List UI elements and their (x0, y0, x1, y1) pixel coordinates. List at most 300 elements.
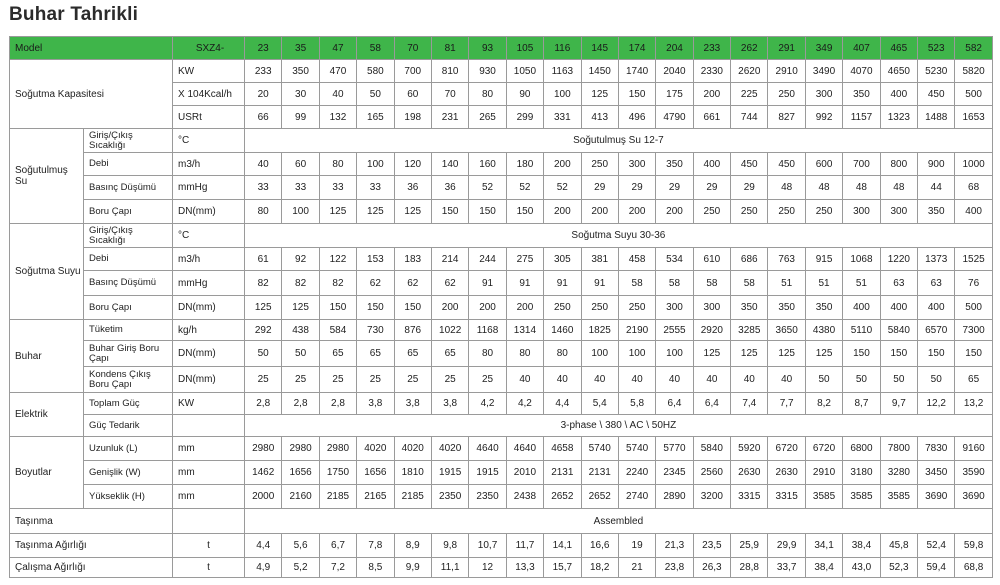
table-row (10, 200, 993, 224)
value-cell: 400 (880, 296, 917, 320)
value-cell: 1656 (357, 461, 394, 485)
value-cell: 400 (880, 83, 917, 106)
value-cell: 4020 (431, 437, 468, 461)
value-cell: 900 (918, 153, 955, 176)
value-cell: 125 (805, 341, 842, 367)
model-cell: 58 (357, 37, 394, 60)
value-cell: 4020 (394, 437, 431, 461)
value-cell: 12 (469, 558, 506, 578)
value-cell: 82 (319, 271, 356, 296)
value-cell: 4,4 (245, 534, 282, 558)
value-cell: 1050 (506, 60, 543, 83)
value-cell: 350 (731, 296, 768, 320)
value-cell: 10,7 (469, 534, 506, 558)
value-cell: 1525 (955, 248, 992, 271)
value-cell: 250 (693, 200, 730, 224)
model-cell: 291 (768, 37, 805, 60)
value-cell: 122 (319, 248, 356, 271)
section-label: Taşınma (10, 509, 173, 534)
value-cell: 19 (618, 534, 655, 558)
value-cell: 1168 (469, 320, 506, 341)
value-cell: 70 (431, 83, 468, 106)
row-label: Uzunluk (L) (84, 437, 173, 461)
value-cell: 2160 (282, 485, 319, 509)
value-cell: 29 (693, 176, 730, 200)
value-cell: 44 (918, 176, 955, 200)
model-cell: 35 (282, 37, 319, 60)
model-cell: 523 (918, 37, 955, 60)
value-cell: 730 (357, 320, 394, 341)
value-cell: 331 (544, 106, 581, 129)
value-cell: 150 (469, 200, 506, 224)
value-cell: 40 (581, 367, 618, 393)
value-cell: 198 (394, 106, 431, 129)
value-cell: 300 (618, 153, 655, 176)
value-cell: 30 (282, 83, 319, 106)
unit-cell: °C (173, 224, 245, 248)
unit-cell: mm (173, 485, 245, 509)
value-cell: 1323 (880, 106, 917, 129)
value-cell: 1022 (431, 320, 468, 341)
value-cell: 305 (544, 248, 581, 271)
value-cell: 52,3 (880, 558, 917, 578)
section-label: Buhar (10, 320, 84, 393)
value-cell: 200 (431, 296, 468, 320)
value-cell: 100 (618, 341, 655, 367)
value-cell: 1915 (431, 461, 468, 485)
value-cell: 100 (282, 200, 319, 224)
value-cell: 3315 (768, 485, 805, 509)
value-cell: 50 (880, 367, 917, 393)
model-cell: 582 (955, 37, 992, 60)
model-cell: 233 (693, 37, 730, 60)
value-cell: 5230 (918, 60, 955, 83)
value-cell: 43,0 (843, 558, 880, 578)
value-cell: 120 (394, 153, 431, 176)
unit-cell: KW (173, 393, 245, 415)
value-cell: 82 (245, 271, 282, 296)
value-cell: 40 (319, 83, 356, 106)
value-cell: 100 (544, 83, 581, 106)
value-cell: 1373 (918, 248, 955, 271)
value-cell: 160 (469, 153, 506, 176)
model-cell: 407 (843, 37, 880, 60)
value-cell: 29 (656, 176, 693, 200)
value-cell: 25 (282, 367, 319, 393)
value-cell: 52 (544, 176, 581, 200)
span-value: Soğutma Suyu 30-36 (245, 224, 993, 248)
value-cell: 15,7 (544, 558, 581, 578)
spec-table (9, 36, 993, 578)
value-cell: 8,7 (843, 393, 880, 415)
value-cell: 62 (357, 271, 394, 296)
value-cell: 350 (805, 296, 842, 320)
value-cell: 2980 (245, 437, 282, 461)
value-cell: 58 (731, 271, 768, 296)
value-cell: 40 (506, 367, 543, 393)
value-cell: 275 (506, 248, 543, 271)
value-cell: 25 (469, 367, 506, 393)
section-label: Boyutlar (10, 437, 84, 509)
value-cell: 1488 (918, 106, 955, 129)
value-cell: 2040 (656, 60, 693, 83)
value-cell: 5840 (693, 437, 730, 461)
value-cell: 51 (843, 271, 880, 296)
value-cell: 4,2 (506, 393, 543, 415)
row-label: Yükseklik (H) (84, 485, 173, 509)
table-row (10, 153, 993, 176)
value-cell: 584 (319, 320, 356, 341)
value-cell: 153 (357, 248, 394, 271)
value-cell: 11,7 (506, 534, 543, 558)
value-cell: 25,9 (731, 534, 768, 558)
value-cell: 250 (731, 200, 768, 224)
value-cell: 45,8 (880, 534, 917, 558)
value-cell: 7800 (880, 437, 917, 461)
value-cell: 150 (394, 296, 431, 320)
row-label: Buhar Giriş Boru Çapı (84, 341, 173, 367)
value-cell: 3,8 (357, 393, 394, 415)
page-title: Buhar Tahrikli (9, 4, 139, 25)
value-cell: 350 (282, 60, 319, 83)
value-cell: 51 (768, 271, 805, 296)
value-cell: 91 (469, 271, 506, 296)
value-cell: 2652 (581, 485, 618, 509)
value-cell: 300 (693, 296, 730, 320)
value-cell: 200 (544, 200, 581, 224)
value-cell: 52 (469, 176, 506, 200)
value-cell: 2350 (431, 485, 468, 509)
value-cell: 3585 (843, 485, 880, 509)
value-cell: 250 (768, 200, 805, 224)
value-cell: 50 (357, 83, 394, 106)
value-cell: 214 (431, 248, 468, 271)
value-cell: 3280 (880, 461, 917, 485)
value-cell: 200 (544, 153, 581, 176)
section-label: Taşınma Ağırlığı (10, 534, 173, 558)
value-cell: 400 (843, 296, 880, 320)
unit-cell: m3/h (173, 248, 245, 271)
value-cell: 16,6 (581, 534, 618, 558)
value-cell: 61 (245, 248, 282, 271)
value-cell: 33 (245, 176, 282, 200)
value-cell: 2350 (469, 485, 506, 509)
row-label: Toplam Güç (84, 393, 173, 415)
value-cell: 1750 (319, 461, 356, 485)
value-cell: 60 (394, 83, 431, 106)
value-cell: 1915 (469, 461, 506, 485)
row-label: Tüketim (84, 320, 173, 341)
value-cell: 3650 (768, 320, 805, 341)
value-cell: 65 (431, 341, 468, 367)
table-row (10, 296, 993, 320)
value-cell: 200 (656, 200, 693, 224)
value-cell: 876 (394, 320, 431, 341)
model-cell: 105 (506, 37, 543, 60)
value-cell: 25 (431, 367, 468, 393)
value-cell: 225 (731, 83, 768, 106)
value-cell: 3285 (731, 320, 768, 341)
value-cell: 3585 (880, 485, 917, 509)
value-cell: 68 (955, 176, 992, 200)
value-cell: 6,4 (656, 393, 693, 415)
value-cell: 7,7 (768, 393, 805, 415)
model-cell: 70 (394, 37, 431, 60)
unit-cell: DN(mm) (173, 200, 245, 224)
value-cell: 23,8 (656, 558, 693, 578)
value-cell: 38,4 (805, 558, 842, 578)
value-cell: 50 (805, 367, 842, 393)
value-cell: 233 (245, 60, 282, 83)
value-cell: 58 (618, 271, 655, 296)
row-label: Boru Çapı (84, 296, 173, 320)
row-label: Basınç Düşümü (84, 271, 173, 296)
value-cell: 40 (768, 367, 805, 393)
value-cell: 7830 (918, 437, 955, 461)
value-cell: 40 (656, 367, 693, 393)
section-label: Elektrik (10, 393, 84, 437)
value-cell: 299 (506, 106, 543, 129)
table-row (10, 509, 993, 534)
value-cell: 3,8 (394, 393, 431, 415)
value-cell: 58 (693, 271, 730, 296)
value-cell: 12,2 (918, 393, 955, 415)
value-cell: 33 (357, 176, 394, 200)
value-cell: 6720 (805, 437, 842, 461)
value-cell: 500 (955, 296, 992, 320)
value-cell: 65 (357, 341, 394, 367)
value-cell: 100 (581, 341, 618, 367)
value-cell: 91 (544, 271, 581, 296)
value-cell: 125 (693, 341, 730, 367)
value-cell: 2620 (731, 60, 768, 83)
value-cell: 150 (506, 200, 543, 224)
value-cell: 25 (319, 367, 356, 393)
value-cell: 300 (880, 200, 917, 224)
value-cell: 300 (656, 296, 693, 320)
value-cell: 2185 (319, 485, 356, 509)
value-cell: 25 (245, 367, 282, 393)
value-cell: 350 (843, 83, 880, 106)
value-cell: 125 (282, 296, 319, 320)
value-cell: 68,8 (955, 558, 992, 578)
model-cell: 349 (805, 37, 842, 60)
table-row (10, 534, 993, 558)
value-cell: 52 (506, 176, 543, 200)
unit-cell: mmHg (173, 271, 245, 296)
row-label: Boru Çapı (84, 200, 173, 224)
value-cell: 1653 (955, 106, 992, 129)
value-cell: 915 (805, 248, 842, 271)
value-cell: 63 (880, 271, 917, 296)
value-cell: 132 (319, 106, 356, 129)
value-cell: 29 (618, 176, 655, 200)
value-cell: 6570 (918, 320, 955, 341)
value-cell: 2131 (581, 461, 618, 485)
value-cell: 40 (245, 153, 282, 176)
value-cell: 200 (469, 296, 506, 320)
table-row (10, 320, 993, 341)
row-label: Genişlik (W) (84, 461, 173, 485)
value-cell: 2240 (618, 461, 655, 485)
value-cell: 250 (805, 200, 842, 224)
value-cell: 1656 (282, 461, 319, 485)
value-cell: 48 (805, 176, 842, 200)
model-cell: 174 (618, 37, 655, 60)
value-cell: 744 (731, 106, 768, 129)
value-cell: 80 (469, 83, 506, 106)
value-cell: 62 (431, 271, 468, 296)
value-cell: 1825 (581, 320, 618, 341)
value-cell: 2910 (768, 60, 805, 83)
table-row (10, 271, 993, 296)
model-cell: 262 (731, 37, 768, 60)
value-cell: 496 (618, 106, 655, 129)
value-cell: 50 (282, 341, 319, 367)
value-cell: 1450 (581, 60, 618, 83)
value-cell: 2890 (656, 485, 693, 509)
value-cell: 21 (618, 558, 655, 578)
value-cell: 100 (656, 341, 693, 367)
value-cell: 2652 (544, 485, 581, 509)
value-cell: 29,9 (768, 534, 805, 558)
value-cell: 9,9 (394, 558, 431, 578)
value-cell: 165 (357, 106, 394, 129)
value-cell: 59,8 (955, 534, 992, 558)
unit-cell: kg/h (173, 320, 245, 341)
value-cell: 9,8 (431, 534, 468, 558)
value-cell: 3690 (918, 485, 955, 509)
value-cell: 381 (581, 248, 618, 271)
value-cell: 1000 (955, 153, 992, 176)
value-cell: 5110 (843, 320, 880, 341)
value-cell: 350 (918, 200, 955, 224)
value-cell: 2131 (544, 461, 581, 485)
value-cell: 534 (656, 248, 693, 271)
value-cell: 2980 (282, 437, 319, 461)
value-cell: 36 (394, 176, 431, 200)
span-value: Assembled (245, 509, 993, 534)
model-cell: 81 (431, 37, 468, 60)
value-cell: 80 (319, 153, 356, 176)
value-cell: 5,2 (282, 558, 319, 578)
table-row (10, 485, 993, 509)
value-cell: 1460 (544, 320, 581, 341)
value-cell: 2010 (506, 461, 543, 485)
unit-cell: mm (173, 461, 245, 485)
value-cell: 2,8 (282, 393, 319, 415)
value-cell: 3180 (843, 461, 880, 485)
span-value: 3-phase \ 380 \ AC \ 50HZ (245, 415, 993, 437)
value-cell: 50 (843, 367, 880, 393)
value-cell: 125 (768, 341, 805, 367)
value-cell: 125 (357, 200, 394, 224)
table-row (10, 415, 993, 437)
value-cell: 150 (955, 341, 992, 367)
value-cell: 33,7 (768, 558, 805, 578)
value-cell: 13,2 (955, 393, 992, 415)
value-cell: 100 (357, 153, 394, 176)
value-cell: 4380 (805, 320, 842, 341)
value-cell: 11,1 (431, 558, 468, 578)
value-cell: 38,4 (843, 534, 880, 558)
value-cell: 59,4 (918, 558, 955, 578)
value-cell: 140 (431, 153, 468, 176)
value-cell: 91 (506, 271, 543, 296)
model-label: Model (10, 37, 173, 60)
value-cell: 5740 (581, 437, 618, 461)
value-cell: 661 (693, 106, 730, 129)
value-cell: 244 (469, 248, 506, 271)
value-cell: 400 (918, 296, 955, 320)
value-cell: 13,3 (506, 558, 543, 578)
value-cell: 1810 (394, 461, 431, 485)
value-cell: 450 (918, 83, 955, 106)
value-cell: 65 (955, 367, 992, 393)
value-cell: 2980 (319, 437, 356, 461)
model-cell: 23 (245, 37, 282, 60)
value-cell: 450 (768, 153, 805, 176)
value-cell: 800 (880, 153, 917, 176)
model-cell: 204 (656, 37, 693, 60)
table-row (10, 176, 993, 200)
value-cell: 21,3 (656, 534, 693, 558)
value-cell: 18,2 (581, 558, 618, 578)
value-cell: 2,8 (245, 393, 282, 415)
value-cell: 48 (880, 176, 917, 200)
value-cell: 930 (469, 60, 506, 83)
table-row (10, 558, 993, 578)
value-cell: 60 (282, 153, 319, 176)
value-cell: 8,2 (805, 393, 842, 415)
section-label: Soğutulmuş Su (10, 129, 84, 224)
unit-cell: t (173, 558, 245, 578)
table-row (10, 393, 993, 415)
value-cell: 29 (581, 176, 618, 200)
value-cell: 5820 (955, 60, 992, 83)
value-cell: 2185 (394, 485, 431, 509)
unit-cell: m3/h (173, 153, 245, 176)
value-cell: 400 (955, 200, 992, 224)
value-cell: 292 (245, 320, 282, 341)
value-cell: 25 (357, 367, 394, 393)
value-cell: 183 (394, 248, 431, 271)
value-cell: 4070 (843, 60, 880, 83)
value-cell: 610 (693, 248, 730, 271)
value-cell: 14,1 (544, 534, 581, 558)
value-cell: 686 (731, 248, 768, 271)
value-cell: 1068 (843, 248, 880, 271)
value-cell: 4650 (880, 60, 917, 83)
value-cell: 91 (581, 271, 618, 296)
value-cell: 150 (319, 296, 356, 320)
value-cell: 6720 (768, 437, 805, 461)
value-cell: 2438 (506, 485, 543, 509)
model-prefix: SXZ4- (173, 37, 245, 60)
value-cell: 48 (768, 176, 805, 200)
model-cell: 47 (319, 37, 356, 60)
table-row (10, 341, 993, 367)
value-cell: 150 (357, 296, 394, 320)
unit-cell: KW (173, 60, 245, 83)
value-cell: 200 (693, 83, 730, 106)
value-cell: 92 (282, 248, 319, 271)
value-cell: 500 (955, 83, 992, 106)
value-cell: 1314 (506, 320, 543, 341)
value-cell: 3315 (731, 485, 768, 509)
value-cell: 458 (618, 248, 655, 271)
value-cell: 9160 (955, 437, 992, 461)
